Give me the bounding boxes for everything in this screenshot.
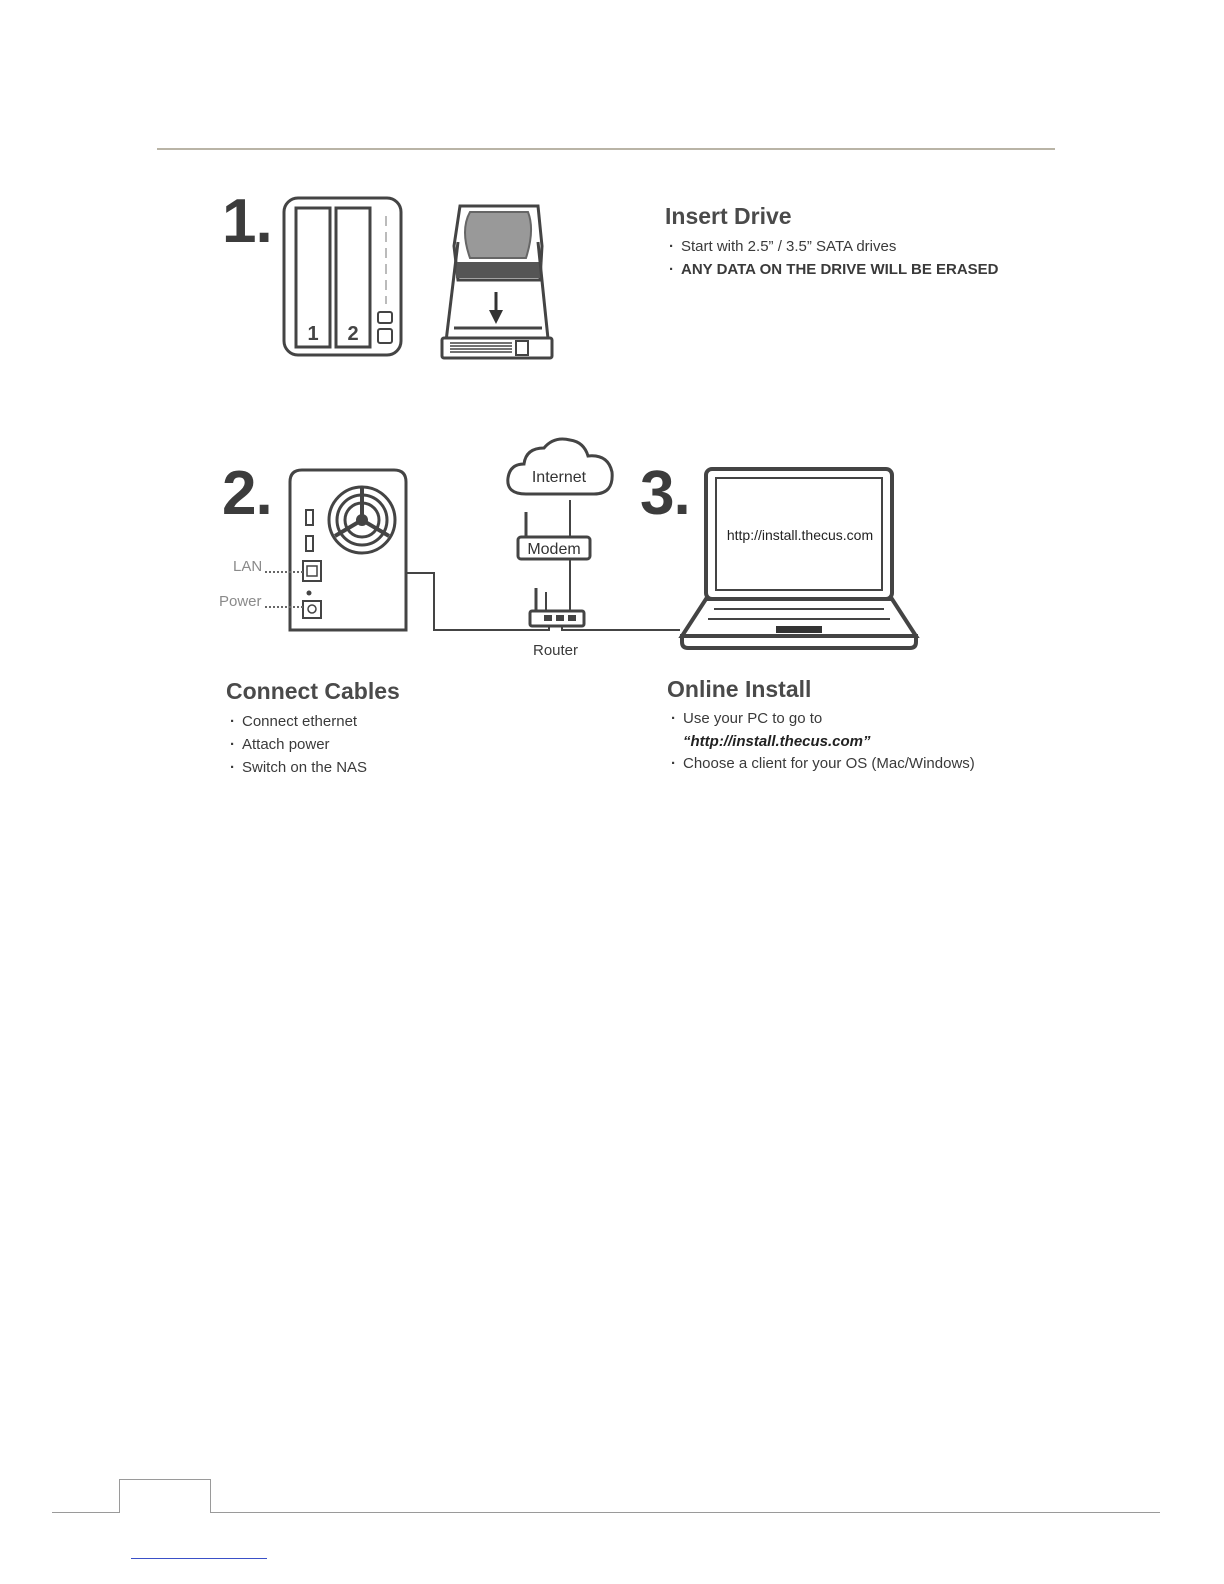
- step-1-number: 1.: [222, 187, 272, 256]
- internet-label: Internet: [531, 469, 587, 486]
- step-2-bullet-1: · Connect ethernet: [230, 713, 357, 730]
- install-url-emphasis: “http://install.thecus.com”: [683, 733, 871, 750]
- step-2-number: 2.: [222, 459, 272, 528]
- modem-label: Modem: [527, 541, 581, 558]
- bay-1-label: 1: [307, 323, 319, 345]
- laptop-icon: [676, 466, 922, 652]
- step-1-bullet-1: · Start with 2.5” / 3.5” SATA drives: [669, 238, 896, 255]
- page-number-tab: [119, 1479, 211, 1513]
- step-3-bullet-2: · Choose a client for your OS (Mac/Windows): [671, 755, 975, 772]
- laptop-screen-url: http://install.thecus.com: [726, 527, 874, 543]
- lan-port-label: LAN: [233, 558, 263, 575]
- cloud-icon: [504, 436, 616, 498]
- step-2-bullet-3: · Switch on the NAS: [230, 759, 367, 776]
- power-leader-line: [265, 606, 303, 608]
- router-icon: [528, 586, 588, 628]
- step-2-bullet-2: · Attach power: [230, 736, 330, 753]
- bay-2-label: 2: [347, 323, 359, 345]
- router-label: Router: [533, 642, 579, 659]
- step-3-bullet-1: · Use your PC to go to: [671, 710, 822, 727]
- step-2-title: Connect Cables: [226, 678, 400, 704]
- step-1-bullet-2: · ANY DATA ON THE DRIVE WILL BE ERASED: [669, 261, 999, 278]
- lan-leader-line: [265, 571, 303, 573]
- step-1-title: Insert Drive: [665, 203, 792, 229]
- power-port-label: Power: [219, 593, 262, 610]
- step-3-number: 3.: [640, 459, 690, 528]
- modem-icon: [516, 510, 596, 562]
- nas-rear-icon: [288, 468, 410, 632]
- footer-link-underline[interactable]: [131, 1558, 267, 1559]
- network-cables: [0, 0, 1224, 700]
- step-3-title: Online Install: [667, 676, 812, 702]
- footer-divider: [52, 1512, 1160, 1513]
